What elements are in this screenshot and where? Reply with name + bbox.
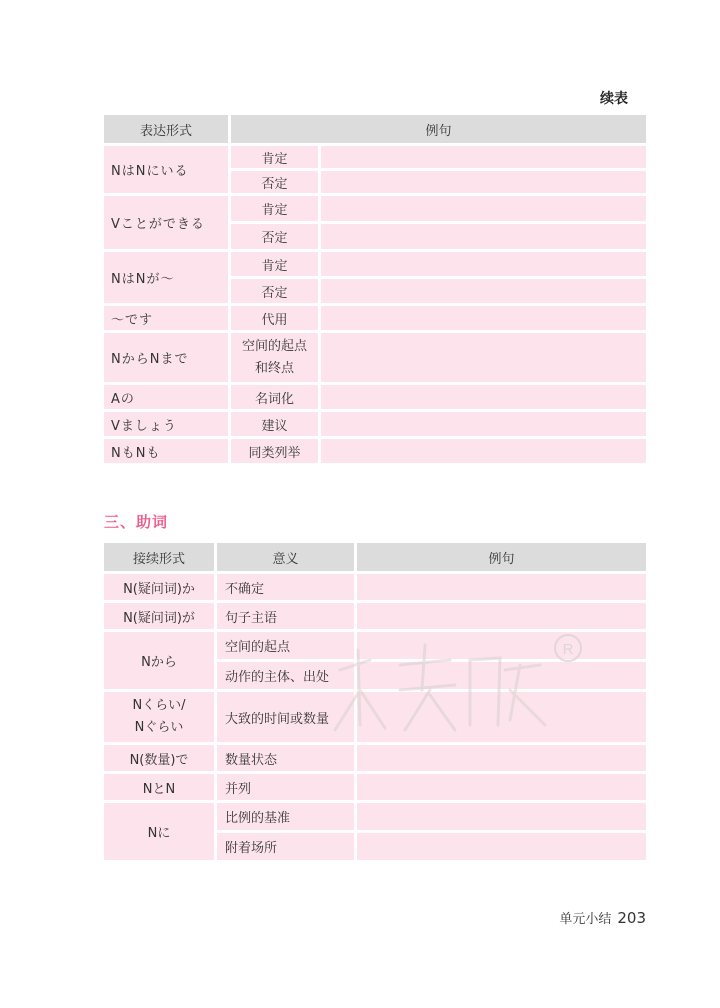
- header-form: 表达形式: [104, 115, 231, 146]
- table-row: [104, 632, 646, 662]
- table-row: [104, 412, 646, 439]
- table-row: [104, 803, 646, 833]
- form-cell: NからNまで: [104, 333, 231, 385]
- meaning-cell: 比例的基准: [217, 803, 357, 833]
- table-row: [104, 745, 646, 774]
- header-meaning: 意义: [217, 543, 357, 574]
- expression-table: [104, 115, 646, 466]
- use-cell: 否定: [231, 279, 321, 306]
- example-cell: [357, 662, 646, 692]
- meaning-cell: 数量状态: [217, 745, 357, 774]
- form-cell: Nくらい/ Nぐらい: [104, 692, 217, 745]
- example-cell: [357, 803, 646, 833]
- example-cell: [321, 146, 646, 171]
- form-cell: N(疑问词)が: [104, 603, 217, 632]
- table-row: [104, 692, 646, 745]
- example-cell: [321, 412, 646, 439]
- use-cell: 建议: [231, 412, 321, 439]
- form-cell: NはNが～: [104, 252, 231, 306]
- form-cell: NとN: [104, 774, 217, 803]
- form-cell: NはNにいる: [104, 146, 231, 196]
- table-row: [104, 439, 646, 466]
- form-cell: N(疑问词)か: [104, 574, 217, 603]
- continued-label: 续表: [600, 91, 628, 107]
- header-example: 例句: [357, 543, 646, 574]
- form-cell: Vましょう: [104, 412, 231, 439]
- use-cell: 肯定: [231, 146, 321, 171]
- example-cell: [357, 603, 646, 632]
- use-cell: 代用: [231, 306, 321, 333]
- example-cell: [321, 252, 646, 279]
- example-cell: [357, 692, 646, 745]
- form-cell: ～です: [104, 306, 231, 333]
- example-cell: [357, 833, 646, 863]
- table-row: [104, 385, 646, 412]
- form-cell: Vことができる: [104, 196, 231, 252]
- meaning-cell: 句子主语: [217, 603, 357, 632]
- table-row: [104, 603, 646, 632]
- form-cell: NもNも: [104, 439, 231, 466]
- meaning-cell: 动作的主体、出处: [217, 662, 357, 692]
- table-row: [104, 196, 646, 224]
- use-cell: 名词化: [231, 385, 321, 412]
- meaning-cell: 空间的起点: [217, 632, 357, 662]
- use-cell: 同类列举: [231, 439, 321, 466]
- use-cell: 否定: [231, 171, 321, 196]
- meaning-cell: 并列: [217, 774, 357, 803]
- use-cell: 空间的起点 和终点: [231, 333, 321, 385]
- example-cell: [357, 745, 646, 774]
- example-cell: [357, 632, 646, 662]
- section-heading: 三、助词: [104, 513, 169, 531]
- example-cell: [321, 333, 646, 385]
- example-cell: [321, 171, 646, 196]
- table-header-row: [104, 115, 646, 146]
- example-cell: [321, 385, 646, 412]
- table-row: [104, 146, 646, 171]
- table-header-row: [104, 543, 646, 574]
- form-cell: Nから: [104, 632, 217, 692]
- table-row: [104, 333, 646, 385]
- example-cell: [321, 306, 646, 333]
- svg-text:R: R: [562, 641, 574, 658]
- footer-section: 单元小结: [559, 912, 612, 927]
- example-cell: [321, 439, 646, 466]
- meaning-cell: 不确定: [217, 574, 357, 603]
- table-row: [104, 574, 646, 603]
- header-example: 例句: [231, 115, 646, 146]
- page-number: 203: [617, 909, 646, 927]
- use-cell: 肯定: [231, 196, 321, 224]
- form-cell: Aの: [104, 385, 231, 412]
- use-cell: 否定: [231, 224, 321, 252]
- page-footer: [559, 908, 646, 927]
- meaning-cell: 大致的时间或数量: [217, 692, 357, 745]
- example-cell: [357, 774, 646, 803]
- particle-table: [104, 543, 646, 863]
- header-form: 接续形式: [104, 543, 217, 574]
- form-cell: Nに: [104, 803, 217, 863]
- example-cell: [321, 224, 646, 252]
- example-cell: [357, 574, 646, 603]
- example-cell: [321, 279, 646, 306]
- example-cell: [321, 196, 646, 224]
- table-row: [104, 252, 646, 279]
- meaning-cell: 附着场所: [217, 833, 357, 863]
- table-row: [104, 306, 646, 333]
- use-cell: 肯定: [231, 252, 321, 279]
- table-row: [104, 774, 646, 803]
- form-cell: N(数量)で: [104, 745, 217, 774]
